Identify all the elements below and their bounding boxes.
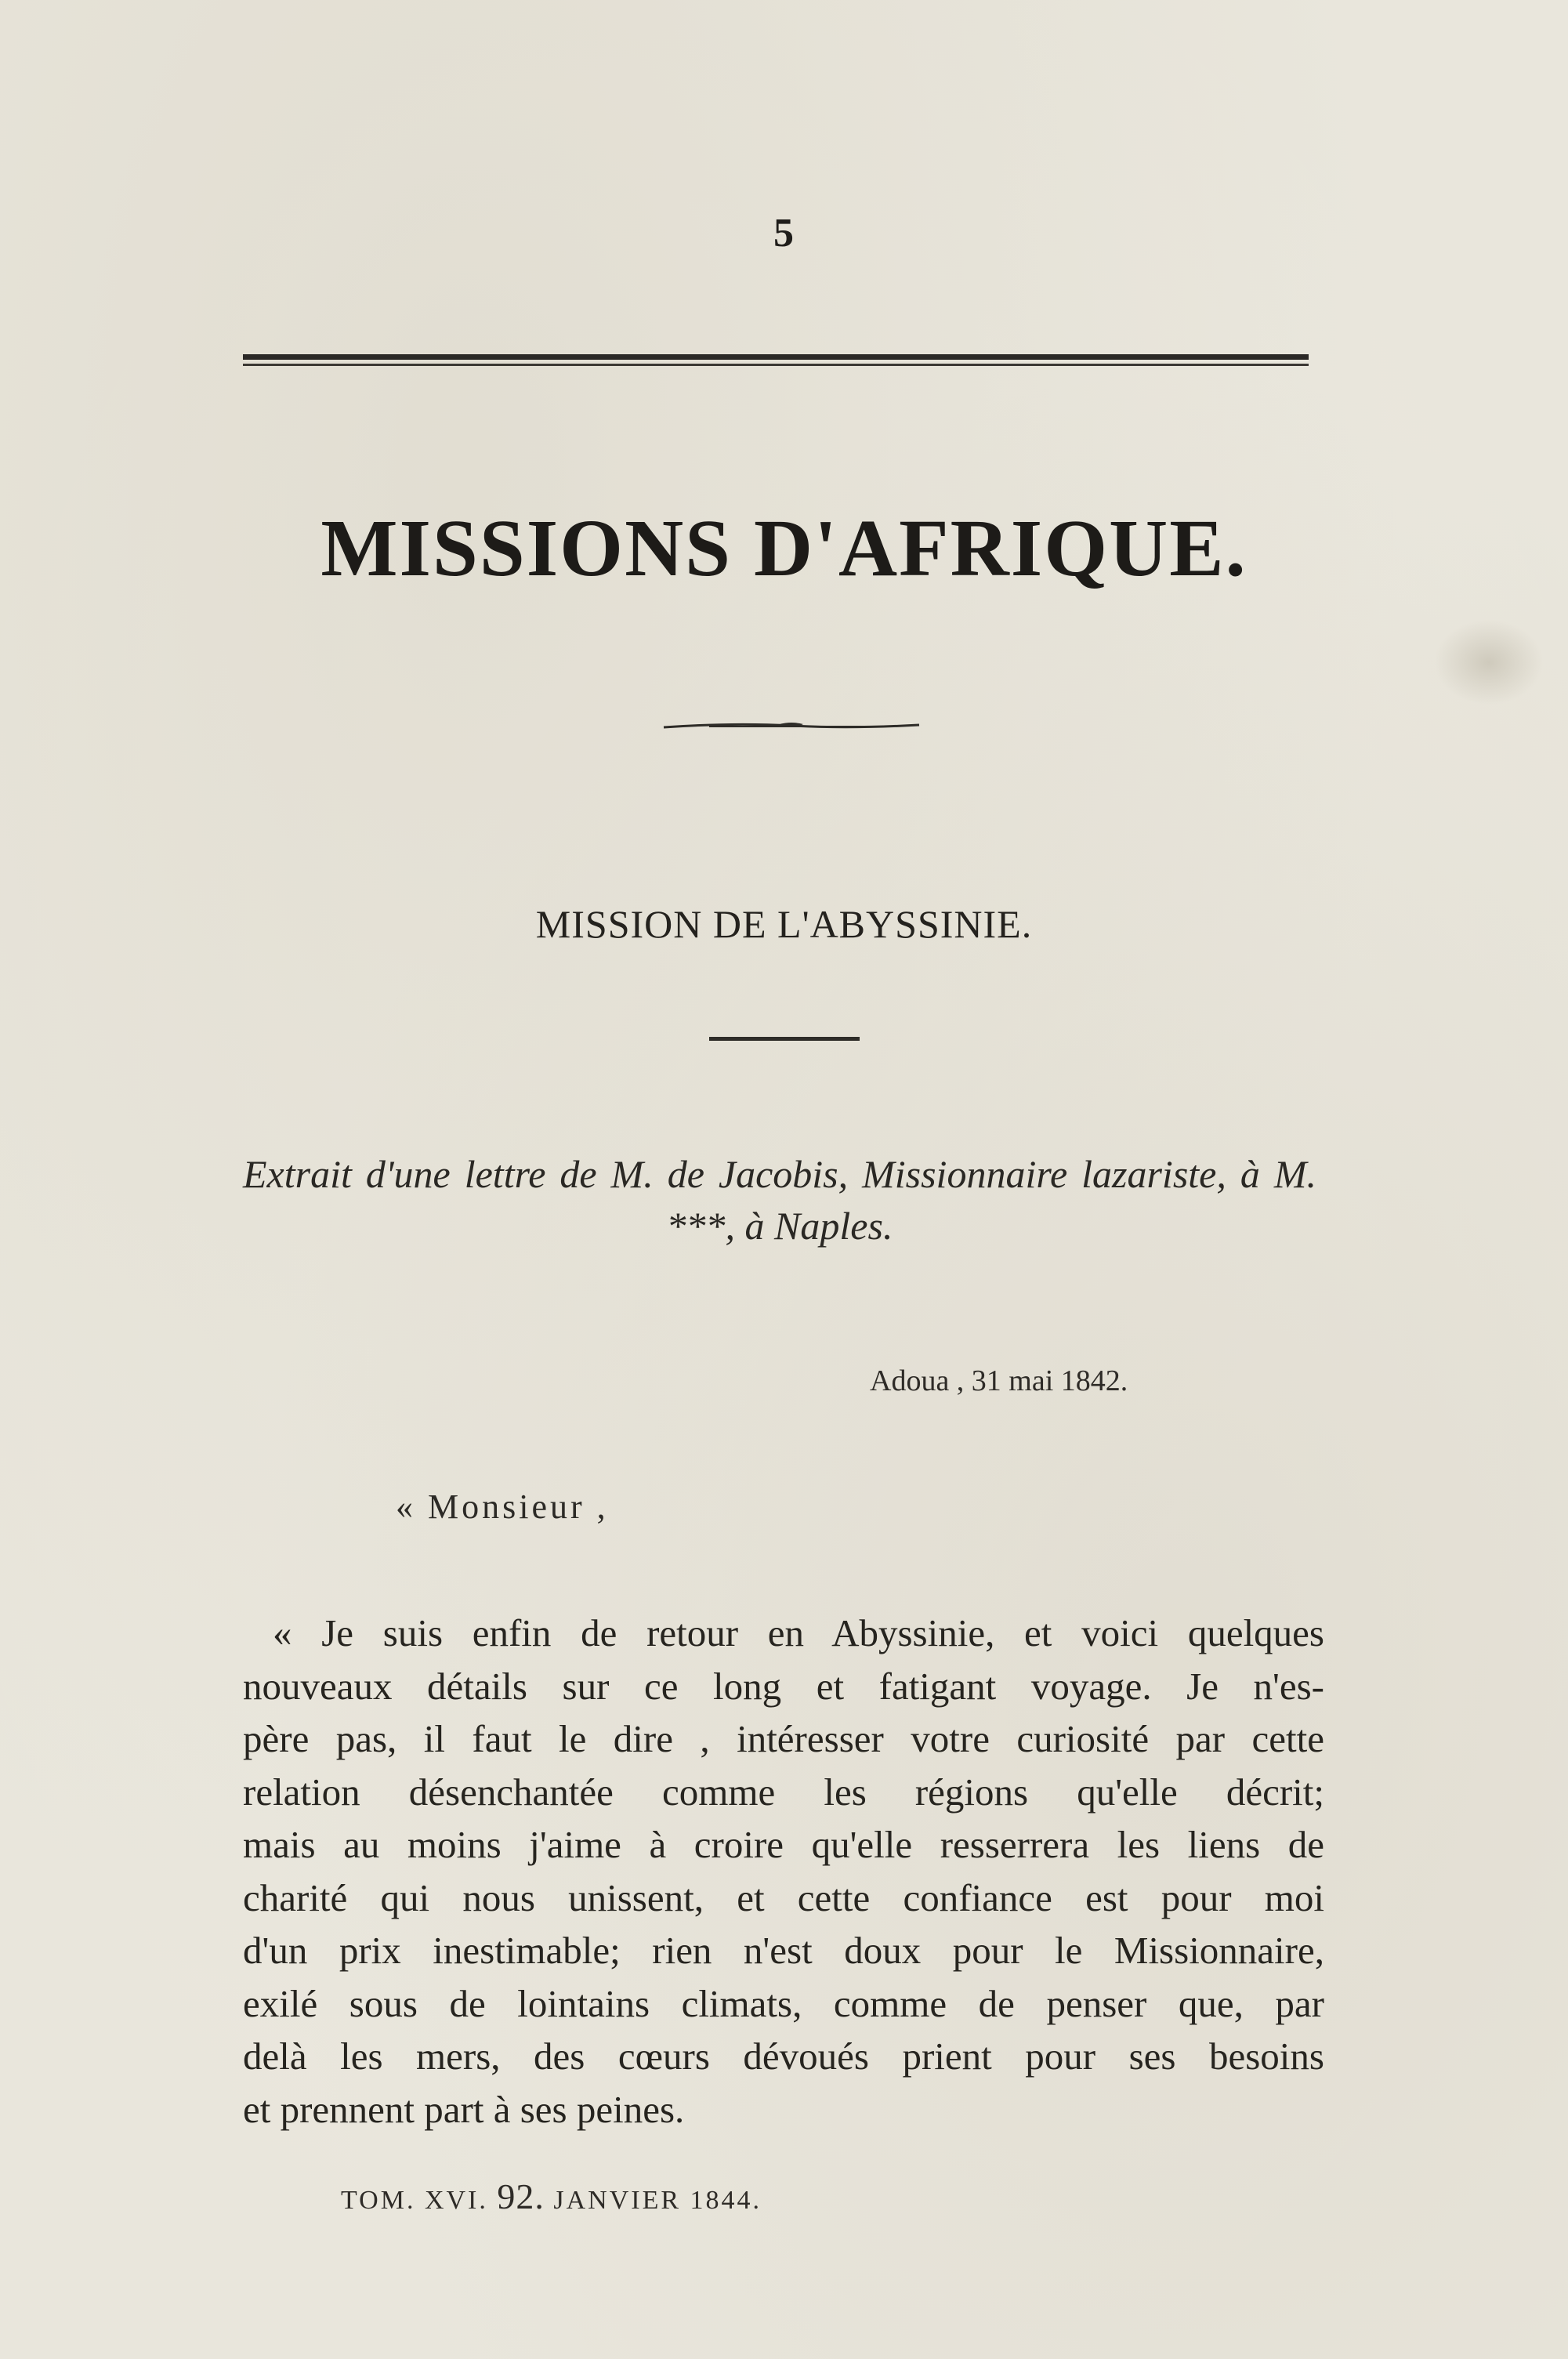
thick-rule-line: [243, 354, 1309, 360]
body-line: et prennent part à ses peines.: [243, 2087, 685, 2131]
main-title: MISSIONS D'AFRIQUE.: [320, 503, 1248, 593]
letter-salutation: « Monsieur ,: [396, 1488, 609, 1526]
footer-tome: TOM. XVI.: [341, 2186, 488, 2215]
short-rule-divider: [709, 1037, 860, 1041]
body-line: delà les mers, des cœurs dévoués prient pour ses besoins: [243, 2035, 1324, 2078]
letter-dateline: Adoua , 31 mai 1842.: [870, 1364, 1128, 1397]
ornament-divider: [662, 721, 921, 732]
footer-signature: [341, 2176, 762, 2217]
extract-heading: Extrait d'une lettre de M. de Jacobis, Missionnaire lazariste, à M. ***, à Naples.: [243, 1152, 1316, 1248]
body-line: charité qui nous unissent, et cette confiance est pour moi: [243, 1875, 1324, 1919]
body-line: exilé sous de lointains climats, comme de penser que, par: [243, 1981, 1324, 2025]
section-title: MISSION DE L'ABYSSINIE.: [535, 902, 1033, 946]
page-number: 5: [773, 211, 794, 255]
footer-issue-number: 92.: [497, 2176, 545, 2216]
double-rule-divider: [243, 354, 1309, 368]
thin-rule-line: [243, 364, 1309, 366]
letter-body: [243, 1607, 1324, 2136]
paper-stain: [1434, 619, 1544, 705]
body-line: relation désenchantée comme les régions qu'elle décrit;: [243, 1770, 1324, 1814]
body-line: d'un prix inestimable; rien n'est doux pour le Missionnaire,: [243, 1929, 1324, 1972]
body-line: « Je suis enfin de retour en Abyssinie, et voici quelques: [273, 1611, 1324, 1654]
body-line: mais au moins j'aime à croire qu'elle resserrera les liens de: [243, 1823, 1324, 1866]
footer-date: JANVIER 1844.: [553, 2186, 762, 2215]
body-line: père pas, il faut le dire , intéresser votre curiosité par cette: [243, 1717, 1324, 1760]
body-line: nouveaux détails sur ce long et fatigant voyage. Je n'es-: [243, 1664, 1324, 1708]
